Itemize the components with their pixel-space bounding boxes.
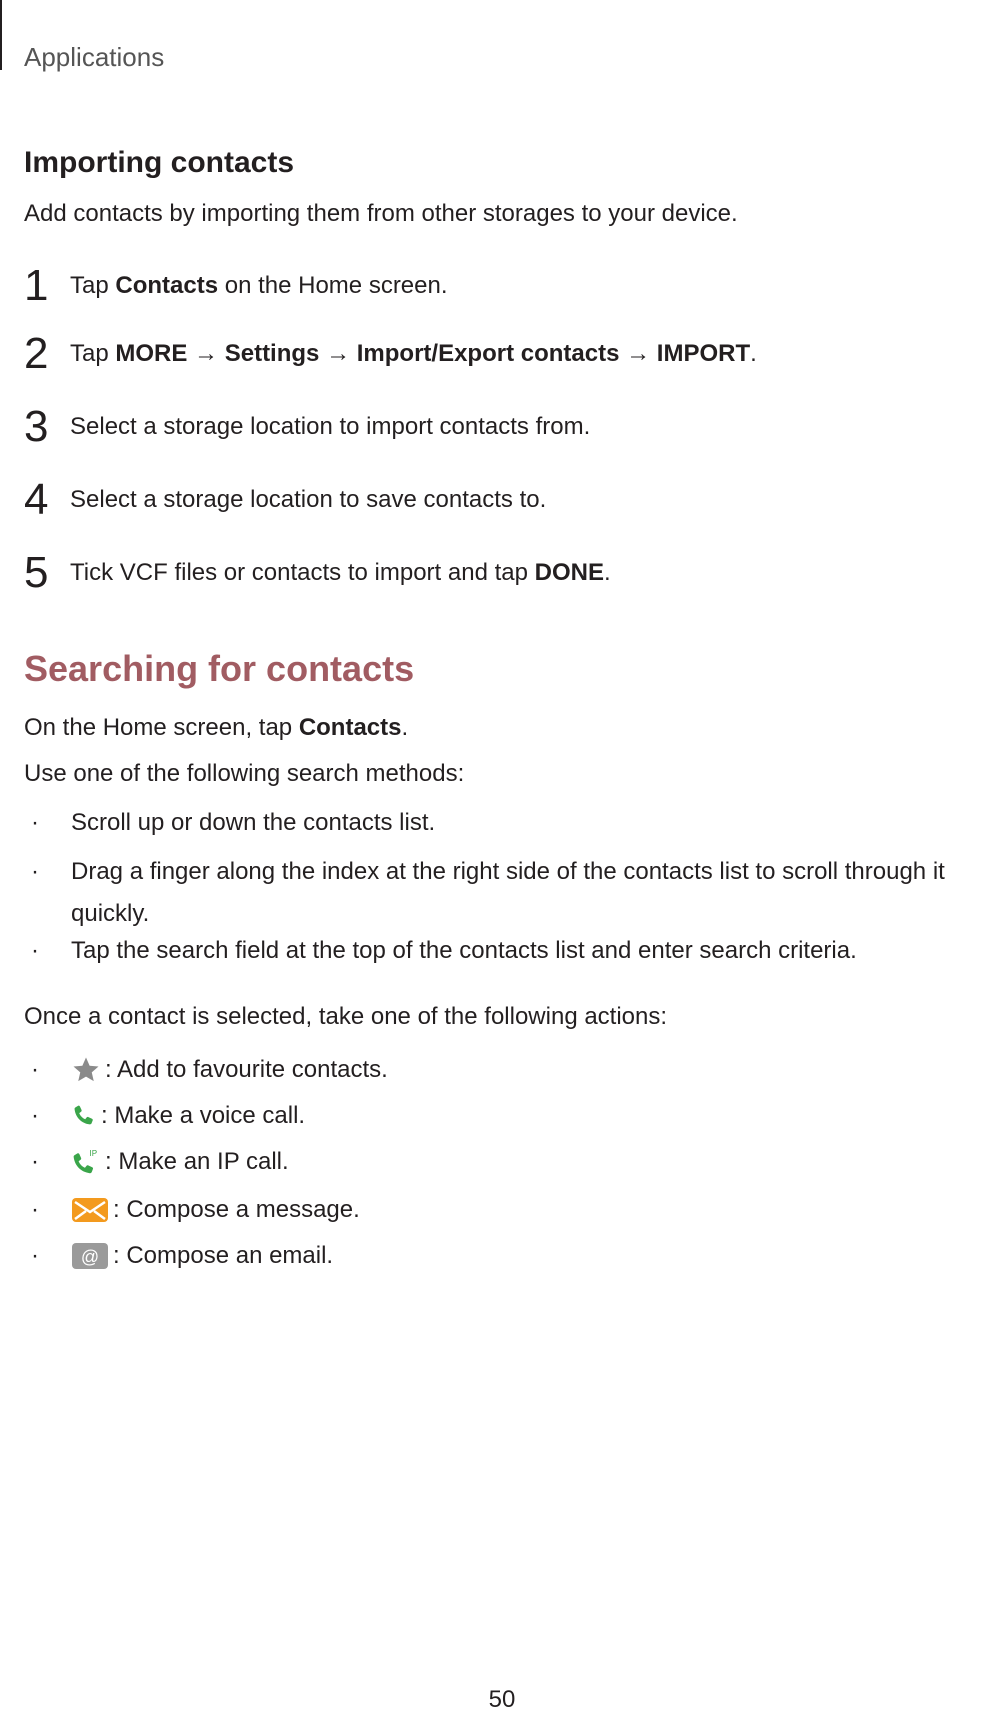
step-2 [24, 330, 757, 378]
step-number: 3 [24, 402, 49, 451]
step-5 [24, 549, 611, 597]
importing-contacts-heading: Importing contacts [24, 146, 295, 179]
svg-text:@: @ [80, 1247, 100, 1267]
step-text: Tap Contacts on the Home screen. [70, 272, 448, 299]
email-icon [71, 1242, 109, 1270]
step-number: 2 [24, 329, 49, 378]
search-line-2: Use one of the following search methods: [24, 760, 465, 787]
ip-call-icon [71, 1147, 101, 1177]
svg-text:IP: IP [89, 1149, 98, 1159]
importing-intro: Add contacts by importing them from other storages to your device. [24, 200, 738, 227]
step-text: Select a storage location to import contacts from. [70, 413, 591, 440]
actions-intro: Once a contact is selected, take one of the following actions: [24, 1003, 668, 1030]
action-email: · @ : Compose an email. [31, 1242, 334, 1269]
step-4 [24, 476, 546, 524]
step-text: Tick VCF files or contacts to import and tap DONE. [70, 559, 611, 586]
step-number: 1 [24, 261, 49, 310]
action-message: · : Compose a message. [31, 1196, 360, 1223]
page-number: 50 [488, 1686, 516, 1713]
envelope-icon [71, 1197, 109, 1223]
searching-contacts-heading: Searching for contacts [24, 648, 415, 689]
action-voice-call: · : Make a voice call. [31, 1102, 306, 1129]
star-icon [71, 1055, 101, 1085]
search-line-1: On the Home screen, tap Contacts. [24, 714, 409, 741]
step-1 [24, 262, 448, 310]
step-number: 4 [24, 475, 49, 524]
list-item: · Drag a finger along the index at the right side of the contacts list to scroll through it quickly. [31, 858, 945, 927]
action-favourite: · : Add to favourite contacts. [31, 1056, 388, 1083]
step-text: Tap MORE → Settings → Import/Export contacts → IMPORT. [70, 340, 757, 367]
margin-rule [0, 0, 2, 70]
section-label: Applications [24, 42, 165, 72]
phone-icon [71, 1102, 97, 1130]
step-3 [24, 403, 590, 451]
step-text: Select a storage location to save contacts to. [70, 486, 547, 513]
step-number: 5 [24, 548, 49, 597]
action-ip-call: · IP : Make an IP call. [31, 1148, 289, 1175]
